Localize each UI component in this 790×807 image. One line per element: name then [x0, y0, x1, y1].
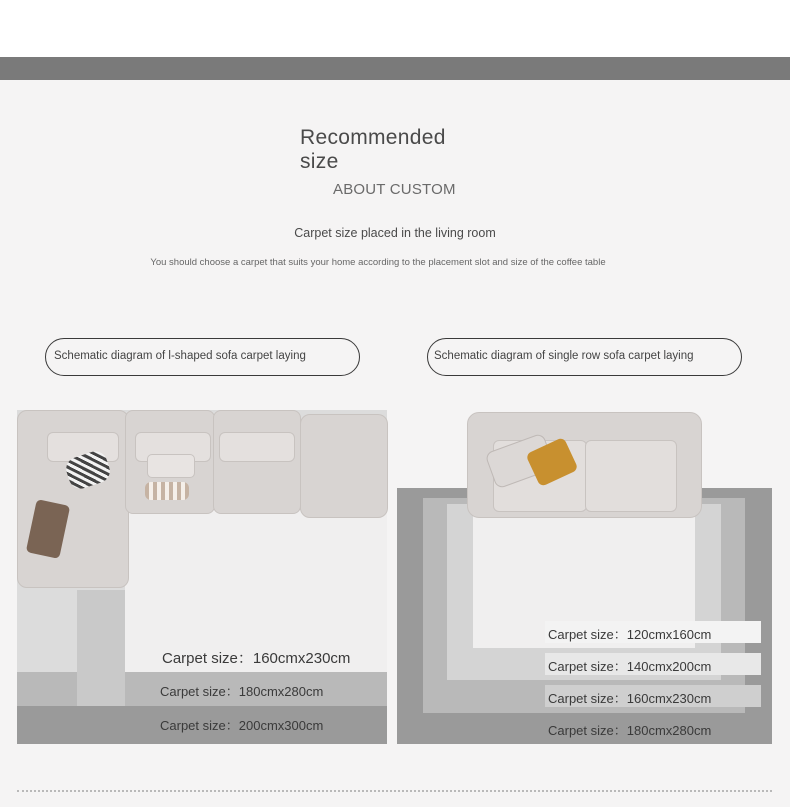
- sofa-back-mid2: [213, 410, 301, 514]
- section-heading: Carpet size placed in the living room: [294, 226, 496, 240]
- carpet-size-label-160x230: Carpet size：160cmx230cm: [548, 691, 712, 706]
- carpet-size-label-180x280: Carpet size：180cmx280cm: [548, 723, 712, 738]
- carpet-size-label-180x280: Carpet size：180cmx280cm: [160, 684, 324, 699]
- single-row-caption-pill: [427, 338, 742, 376]
- sofa-seat-right: [585, 440, 677, 512]
- l-shaped-caption: Schematic diagram of l-shaped sofa carpet laying: [54, 350, 306, 362]
- top-gray-bar: [0, 57, 790, 80]
- carpet-size-label-140x200: Carpet size：140cmx200cm: [548, 659, 712, 674]
- carpet-size-label-120x160: Carpet size：120cmx160cm: [548, 627, 712, 642]
- page-title: Recommended size: [300, 126, 446, 173]
- carpet-180x280-inner: [77, 590, 125, 706]
- carpet-size-label-160x230: Carpet size：160cmx230cm: [162, 650, 351, 667]
- single-row-caption: Schematic diagram of single row sofa carpet laying: [434, 350, 694, 362]
- top-white-band: [0, 0, 790, 57]
- carpet-size-label-200x300: Carpet size：200cmx300cm: [160, 718, 324, 733]
- l-shaped-sofa-diagram: [17, 410, 387, 744]
- l-shaped-caption-pill: [45, 338, 360, 376]
- sofa-cushion-3: [219, 432, 295, 462]
- sofa-end-seat: [300, 414, 388, 518]
- dotted-divider: [17, 790, 772, 792]
- section-description: You should choose a carpet that suits your home according to the placement slot and size of the coffee table: [150, 257, 606, 268]
- single-row-sofa-diagram: [397, 410, 772, 744]
- page-subtitle: ABOUT CUSTOM: [333, 181, 456, 198]
- sofa-small-cushion: [147, 454, 195, 478]
- striped-pillow: [145, 482, 189, 500]
